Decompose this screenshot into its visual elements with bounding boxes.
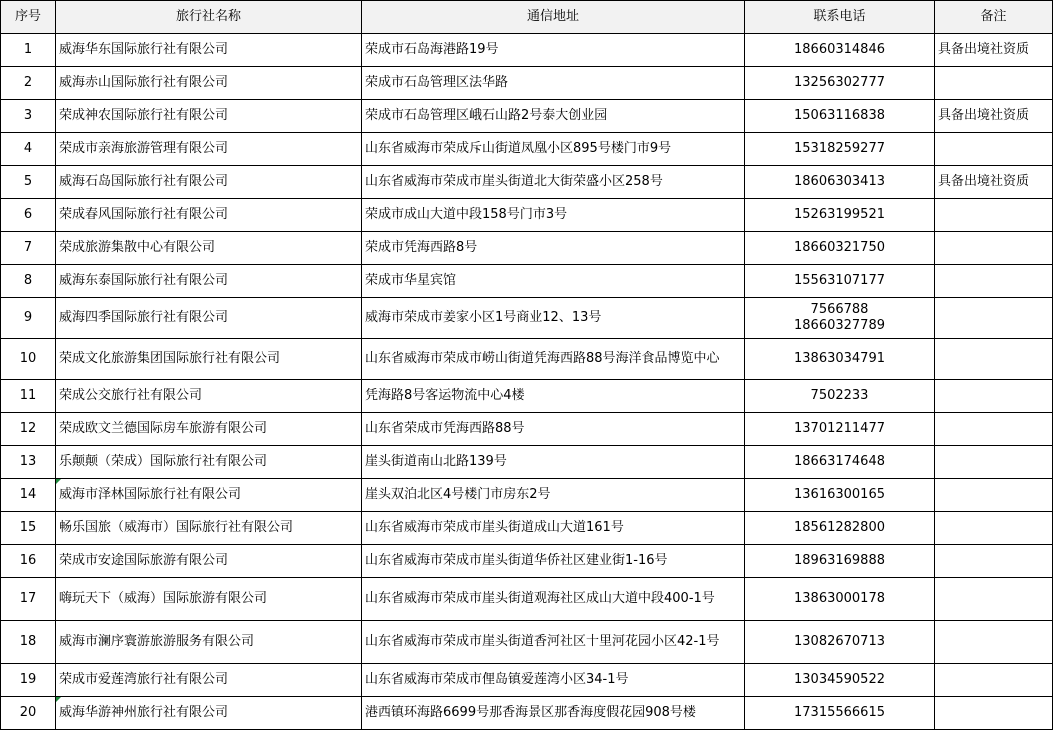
table-row	[1, 199, 1053, 232]
cell-no: 9	[1, 298, 56, 339]
header-name: 旅行社名称	[56, 1, 362, 34]
cell-phone	[745, 380, 935, 413]
cell-note	[935, 265, 1053, 298]
cell-no: 1	[1, 34, 56, 67]
cell-address: 山东省荣成市凭海西路88号	[362, 413, 745, 446]
cell-note	[935, 446, 1053, 479]
phone-number: 15563107177	[794, 273, 885, 288]
phone-number: 13256302777	[794, 75, 885, 90]
cell-no: 10	[1, 339, 56, 380]
header-note: 备注	[935, 1, 1053, 34]
cell-agency-name: 荣成市安途国际旅游有限公司	[56, 545, 362, 578]
cell-note	[935, 664, 1053, 697]
cell-no: 3	[1, 100, 56, 133]
cell-address: 荣成市石岛管理区峨石山路2号泰大创业园	[362, 100, 745, 133]
cell-no: 15	[1, 512, 56, 545]
phone-number: 7566788	[810, 302, 869, 317]
phone-number: 7502233	[810, 388, 869, 403]
cell-agency-name: 畅乐国旅（威海市）国际旅行社有限公司	[56, 512, 362, 545]
cell-agency-name: 荣成文化旅游集团国际旅行社有限公司	[56, 339, 362, 380]
phone-number: 15063116838	[794, 108, 885, 123]
table-row	[1, 578, 1053, 621]
table-row	[1, 339, 1053, 380]
cell-phone	[745, 199, 935, 232]
cell-note	[935, 232, 1053, 265]
phone-number: 15263199521	[794, 207, 885, 222]
cell-phone	[745, 166, 935, 199]
cell-agency-name: 威海华东国际旅行社有限公司	[56, 34, 362, 67]
cell-phone	[745, 100, 935, 133]
cell-phone	[745, 67, 935, 100]
cell-note	[935, 380, 1053, 413]
phone-number: 18561282800	[794, 520, 885, 535]
cell-agency-name: 荣成春风国际旅行社有限公司	[56, 199, 362, 232]
cell-phone	[745, 621, 935, 664]
cell-agency-name: 荣成公交旅行社有限公司	[56, 380, 362, 413]
table-body	[1, 34, 1053, 730]
phone-number: 18660327789	[794, 318, 885, 333]
cell-no: 17	[1, 578, 56, 621]
cell-phone	[745, 545, 935, 578]
cell-address: 山东省威海市荣成市崂山街道凭海西路88号海洋食品博览中心	[362, 339, 745, 380]
cell-address: 山东省威海市荣成市崖头街道华侨社区建业街1-16号	[362, 545, 745, 578]
cell-address: 荣成市凭海西路8号	[362, 232, 745, 265]
cell-phone	[745, 479, 935, 512]
phone-number: 17315566615	[794, 705, 885, 720]
cell-note	[935, 479, 1053, 512]
cell-no: 12	[1, 413, 56, 446]
cell-agency-name: 荣成旅游集散中心有限公司	[56, 232, 362, 265]
cell-address: 荣成市成山大道中段158号门市3号	[362, 199, 745, 232]
table-row	[1, 621, 1053, 664]
table-row	[1, 232, 1053, 265]
cell-no: 11	[1, 380, 56, 413]
table-row	[1, 512, 1053, 545]
cell-address: 荣成市华星宾馆	[362, 265, 745, 298]
table-row	[1, 100, 1053, 133]
phone-number: 13034590522	[794, 672, 885, 687]
header-phone: 联系电话	[745, 1, 935, 34]
cell-address: 荣成市石岛海港路19号	[362, 34, 745, 67]
cell-no: 14	[1, 479, 56, 512]
table-row	[1, 413, 1053, 446]
header-address: 通信地址	[362, 1, 745, 34]
cell-no: 6	[1, 199, 56, 232]
phone-number: 13863034791	[794, 351, 885, 366]
cell-agency-name: 乐颠颠（荣成）国际旅行社有限公司	[56, 446, 362, 479]
cell-address: 山东省威海市荣成市崖头街道观海社区成山大道中段400-1号	[362, 578, 745, 621]
cell-no: 18	[1, 621, 56, 664]
cell-note	[935, 697, 1053, 730]
cell-phone	[745, 265, 935, 298]
cell-address: 山东省威海市荣成市俚岛镇爱莲湾小区34-1号	[362, 664, 745, 697]
cell-phone	[745, 578, 935, 621]
cell-phone	[745, 446, 935, 479]
cell-phone	[745, 133, 935, 166]
phone-number: 18660321750	[794, 240, 885, 255]
cell-agency-name: 威海华游神州旅行社有限公司	[56, 697, 362, 730]
phone-number: 13701211477	[794, 421, 885, 436]
cell-note: 具备出境社资质	[935, 166, 1053, 199]
cell-agency-name: 威海赤山国际旅行社有限公司	[56, 67, 362, 100]
table-row	[1, 265, 1053, 298]
phone-number: 13616300165	[794, 487, 885, 502]
cell-agency-name: 威海四季国际旅行社有限公司	[56, 298, 362, 339]
phone-number: 18963169888	[794, 553, 885, 568]
cell-address: 山东省威海市荣成市崖头街道成山大道161号	[362, 512, 745, 545]
cell-phone	[745, 697, 935, 730]
cell-address: 凭海路8号客运物流中心4楼	[362, 380, 745, 413]
cell-no: 8	[1, 265, 56, 298]
cell-agency-name: 荣成神农国际旅行社有限公司	[56, 100, 362, 133]
phone-number: 18663174648	[794, 454, 885, 469]
table-row	[1, 298, 1053, 339]
cell-address: 山东省威海市荣成斥山街道凤凰小区895号楼门市9号	[362, 133, 745, 166]
header-row	[1, 1, 1053, 34]
cell-phone	[745, 34, 935, 67]
cell-no: 2	[1, 67, 56, 100]
cell-note	[935, 621, 1053, 664]
cell-address: 威海市荣成市姜家小区1号商业12、13号	[362, 298, 745, 339]
phone-number: 13082670713	[794, 634, 885, 649]
cell-address: 崖头街道南山北路139号	[362, 446, 745, 479]
cell-no: 20	[1, 697, 56, 730]
cell-no: 13	[1, 446, 56, 479]
cell-no: 5	[1, 166, 56, 199]
cell-note	[935, 199, 1053, 232]
cell-note	[935, 67, 1053, 100]
cell-note	[935, 339, 1053, 380]
cell-address: 崖头双泊北区4号楼门市房东2号	[362, 479, 745, 512]
table-row	[1, 545, 1053, 578]
table-row	[1, 34, 1053, 67]
table-row	[1, 67, 1053, 100]
phone-number: 18660314846	[794, 42, 885, 57]
table-row	[1, 664, 1053, 697]
cell-address: 荣成市石岛管理区法华路	[362, 67, 745, 100]
phone-number: 18606303413	[794, 174, 885, 189]
phone-number: 15318259277	[794, 141, 885, 156]
cell-agency-name: 荣成欧文兰德国际房车旅游有限公司	[56, 413, 362, 446]
phone-number: 13863000178	[794, 591, 885, 606]
cell-no: 16	[1, 545, 56, 578]
table-row	[1, 133, 1053, 166]
cell-note	[935, 413, 1053, 446]
cell-agency-name: 威海市澜序寰游旅游服务有限公司	[56, 621, 362, 664]
cell-address: 港西镇环海路6699号那香海景区那香海度假花园908号楼	[362, 697, 745, 730]
cell-agency-name: 荣成市亲海旅游管理有限公司	[56, 133, 362, 166]
table-row	[1, 479, 1053, 512]
cell-note	[935, 512, 1053, 545]
cell-address: 山东省威海市荣成市崖头街道北大街荣盛小区258号	[362, 166, 745, 199]
cell-phone	[745, 232, 935, 265]
table-row	[1, 380, 1053, 413]
table-row	[1, 446, 1053, 479]
cell-note: 具备出境社资质	[935, 34, 1053, 67]
cell-address: 山东省威海市荣成市崖头街道香河社区十里河花园小区42-1号	[362, 621, 745, 664]
cell-phone	[745, 664, 935, 697]
cell-no: 4	[1, 133, 56, 166]
cell-note	[935, 545, 1053, 578]
cell-agency-name: 威海东泰国际旅行社有限公司	[56, 265, 362, 298]
cell-note	[935, 133, 1053, 166]
table-row	[1, 697, 1053, 730]
cell-phone	[745, 339, 935, 380]
cell-no: 7	[1, 232, 56, 265]
cell-note: 具备出境社资质	[935, 100, 1053, 133]
cell-note	[935, 298, 1053, 339]
table-row	[1, 166, 1053, 199]
cell-no: 19	[1, 664, 56, 697]
cell-agency-name: 威海石岛国际旅行社有限公司	[56, 166, 362, 199]
header-no: 序号	[1, 1, 56, 34]
cell-agency-name: 威海市泽林国际旅行社有限公司	[56, 479, 362, 512]
cell-note	[935, 578, 1053, 621]
cell-phone	[745, 512, 935, 545]
cell-agency-name: 嗨玩天下（威海）国际旅游有限公司	[56, 578, 362, 621]
cell-phone	[745, 298, 935, 339]
cell-agency-name: 荣成市爱莲湾旅行社有限公司	[56, 664, 362, 697]
cell-phone	[745, 413, 935, 446]
